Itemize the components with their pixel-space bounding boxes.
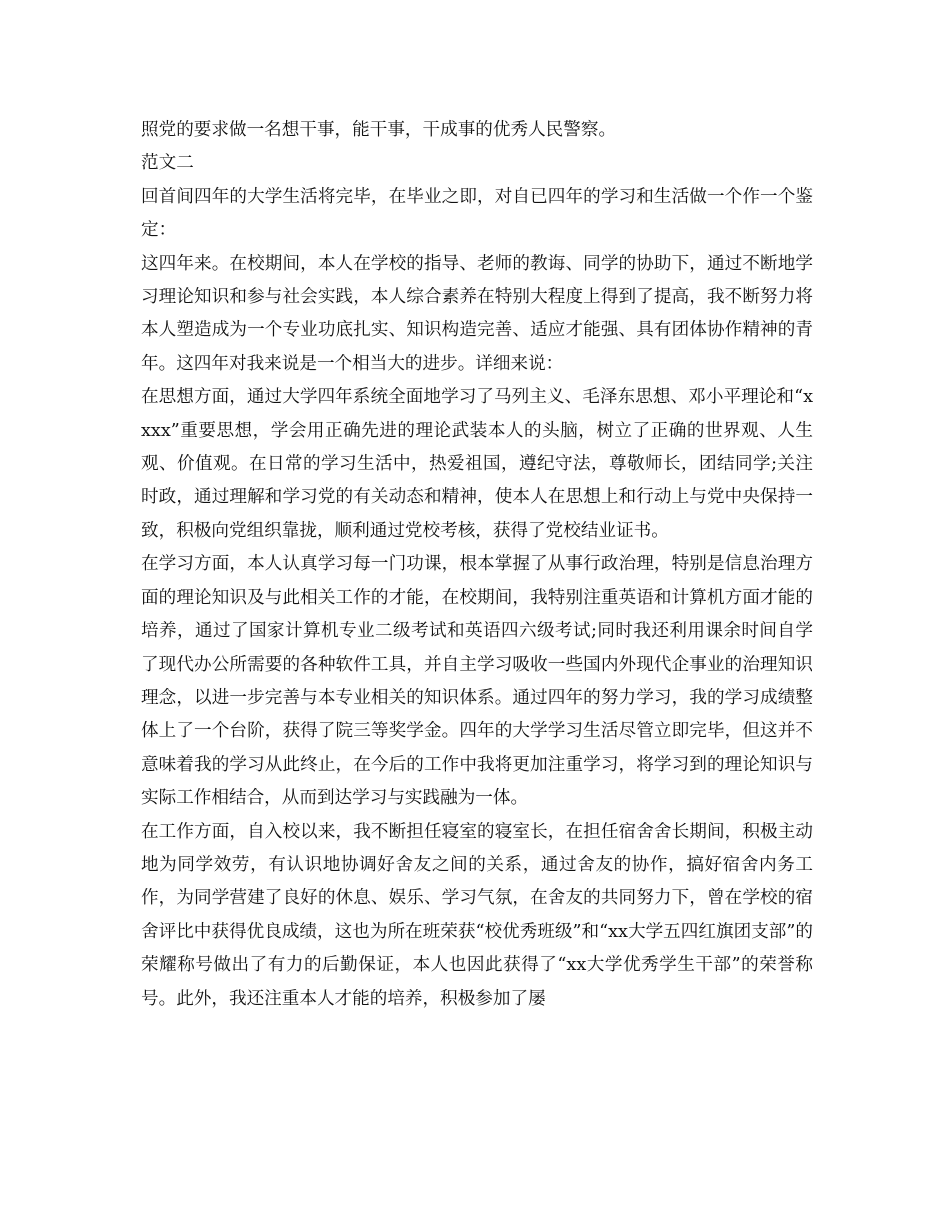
paragraph-intro: 回首间四年的大学生活将完毕，在毕业之即，对自已四年的学习和生活做一个作一个鉴定： [141,186,813,241]
paragraph-study: 在学习方面，本人认真学习每一门功课，根本掌握了从事行政治理，特别是信息治理方面的理论知识及与此相关工作的才能，在校期间，我特别注重英语和计算机方面才能的培养，通过了国家计算机专业二级考试和英语四六级考试;同时我还利用课余时间自学了现代办公所需要的各种软件工具，并自主学习吸收一些国内外现代企事业的治理知识理念，以进一步完善与本专业相关的知识体系。通过四年的努力学习，我的学习成绩整体上了一个台阶，获得了院三等奖学金。四年的大学学习生活尽管立即完毕，但这并不意味着我的学习从此终止，在今后的工作中我将更加注重学习，将学习到的理论知识与实际工作相结合，从而到达学习与实践融为一体。 [141,554,813,809]
paragraph-thought: 在思想方面，通过大学四年系统全面地学习了马列主义、毛泽东思想、邓小平理论和“xxxx”重要思想，学会用正确先进的理论武装本人的头脑，树立了正确的世界观、人生观、价值观。在日常的学习生活中，热爱祖国，遵纪守法，尊敬师长，团结同学;关注时政，通过理解和学习党的有关动态和精神，使本人在思想上和行动上与党中央保持一致，积极向党组织靠拢，顺利通过党校考核，获得了党校结业证书。 [141,387,813,541]
paragraph-overview: 这四年来。在校期间，本人在学校的指导、老师的教诲、同学的协助下，通过不断地学习理论知识和参与社会实践，本人综合素养在特别大程度上得到了提高，我不断努力将本人塑造成为一个专业功底扎实、知识构造完善、适应才能强、具有团体协作精神的青年。这四年对我来说是一个相当大的进步。详细来说： [141,253,813,374]
document-body [141,114,813,1016]
paragraph-work: 在工作方面，自入校以来，我不断担任寝室的寝室长，在担任宿舍舍长期间，积极主动地为同学效劳，有认识地协调好舍友之间的关系，通过舍友的协作，搞好宿舍内务工作，为同学营建了良好的休息、娱乐、学习气氛，在舍友的共同努力下，曾在学校的宿舍评比中获得优良成绩，这也为所在班荣获“校优秀班级”和“xx大学五四红旗团支部”的荣耀称号做出了有力的后勤保证，本人也因此获得了“xx大学优秀学生干部”的荣誉称号。此外，我还注重本人才能的培养，积极参加了屡 [141,821,813,1009]
section-heading-fanwen-2: 范文二 [141,153,194,174]
paragraph-continuation: 照党的要求做一名想干事，能干事，干成事的优秀人民警察。 [141,120,617,140]
